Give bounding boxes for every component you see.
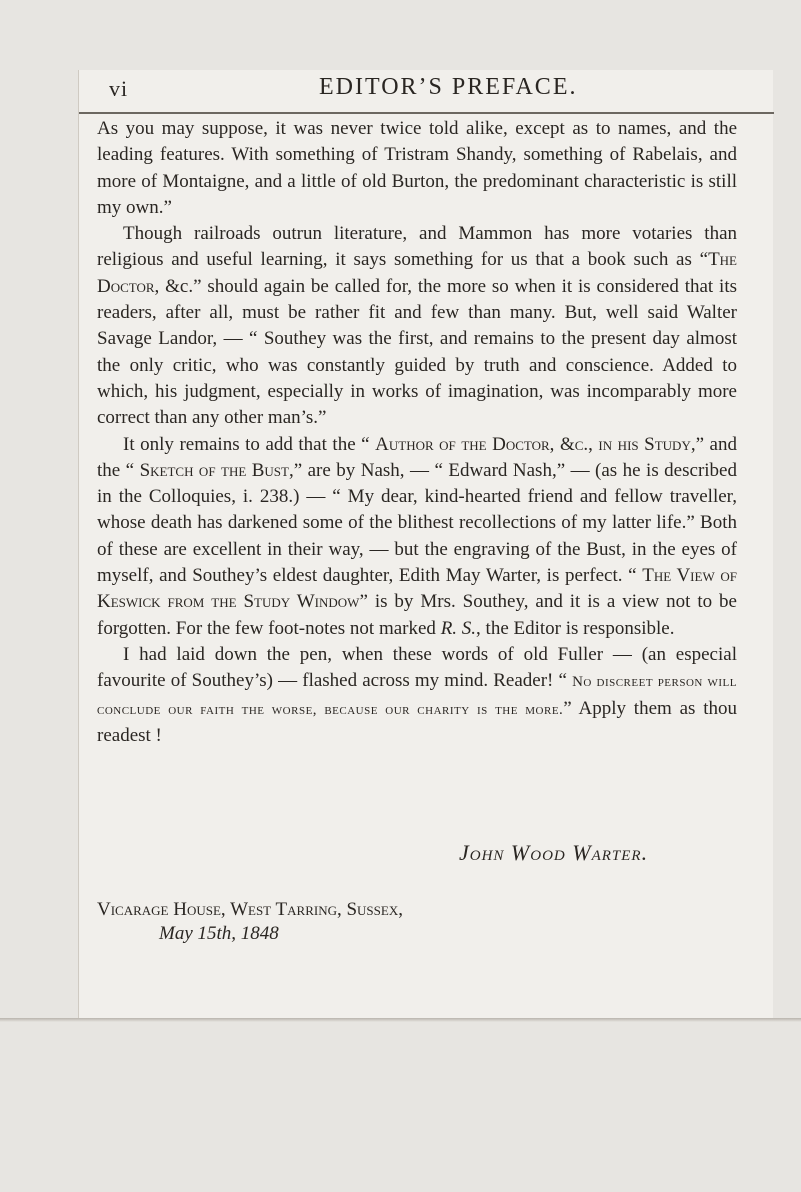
paragraph-2-text-c: , &c.” should again be called for, the more so when it is considered that its readers, after all, must be rather fit and few than many. But, well said Walter Savage Landor, — “ Southey was the first, and remains to the present day almost the only critic, who was constantly guided by truth and conscience. Added to which, his judgment, especially in works of imagination, was incomparably more correct than any other man’s.” [97, 275, 737, 429]
dateline-address: Vicarage House, West Tarring, Sussex, [97, 899, 403, 920]
preface-body [97, 116, 737, 749]
paragraph-2-text-a: Though railroads outrun literature, and Mammon has more votaries than religious and useful learning, it says something for us that a book such as “ [97, 223, 737, 271]
running-head: EDITOR’S PREFACE. [319, 74, 578, 100]
dateline [97, 898, 403, 946]
paragraph-1 [97, 116, 737, 221]
dateline-date: May 15th, 1848 [159, 923, 279, 944]
page-number: vi [109, 76, 129, 101]
page-header [79, 76, 774, 108]
paragraph-4 [97, 642, 737, 749]
plate-title-sketch-bust: Sketch of the Bust, [139, 459, 294, 481]
initials-rs: R. S. [440, 617, 477, 639]
fuller-quotation: No discreet person will conclude our faith the worse, because our charity is the more. [97, 674, 737, 718]
paragraph-2 [97, 221, 737, 431]
paragraph-1-text: As you may suppose, it was never twice told alike, except as to names, and the leading features. With something of Tristram Shandy, something of Rabelais, and more of Montaigne, and a little of old Burton, the predominant characteristic is still my own.” [97, 118, 737, 218]
paragraph-4-text-c: ” Apply them as thou readest ! [97, 697, 737, 746]
editor-signature: John Wood Warter. [459, 840, 649, 865]
paragraph-3-text-c: ” and the “ [97, 433, 737, 481]
plate-title-author-study: Author of the Doctor, &c., in his Study, [375, 433, 696, 455]
paragraph-4-text-a: I had laid down the pen, when these words of old Fuller — (an especial favourite of Southey’s) — flashed across my mind. Reader! “ [97, 643, 737, 692]
page-edge-shadow [0, 1018, 801, 1022]
plate-title-keswick-view: The View of Keswick from the Study Window [97, 565, 737, 613]
paragraph-3-text-g: ” is by Mrs. Southey, and it is a view not to be forgotten. For the few foot-notes not marked [97, 591, 737, 639]
book-title-the-doctor: The Doctor [97, 249, 737, 297]
paragraph-3-text-e: ” are by Nash, — “ Edward Nash,” — (as he is described in the Colloquies, i. 238.) — “ My dear, kind-hearted friend and fellow traveller, whose death has darkened some of the blithest recollections of my latter life.” Both of these are excellent in their way, — but the engraving of the Bust, in the eyes of myself, and Southey’s eldest daughter, Edith May Warter, is perfect. “ [97, 459, 737, 587]
paragraph-3-text-a: It only remains to add that the “ [123, 433, 376, 455]
header-rule [79, 112, 774, 114]
paragraph-3 [97, 432, 737, 642]
book-page [78, 70, 773, 1020]
paragraph-3-text-i: , the Editor is responsible. [476, 617, 675, 639]
